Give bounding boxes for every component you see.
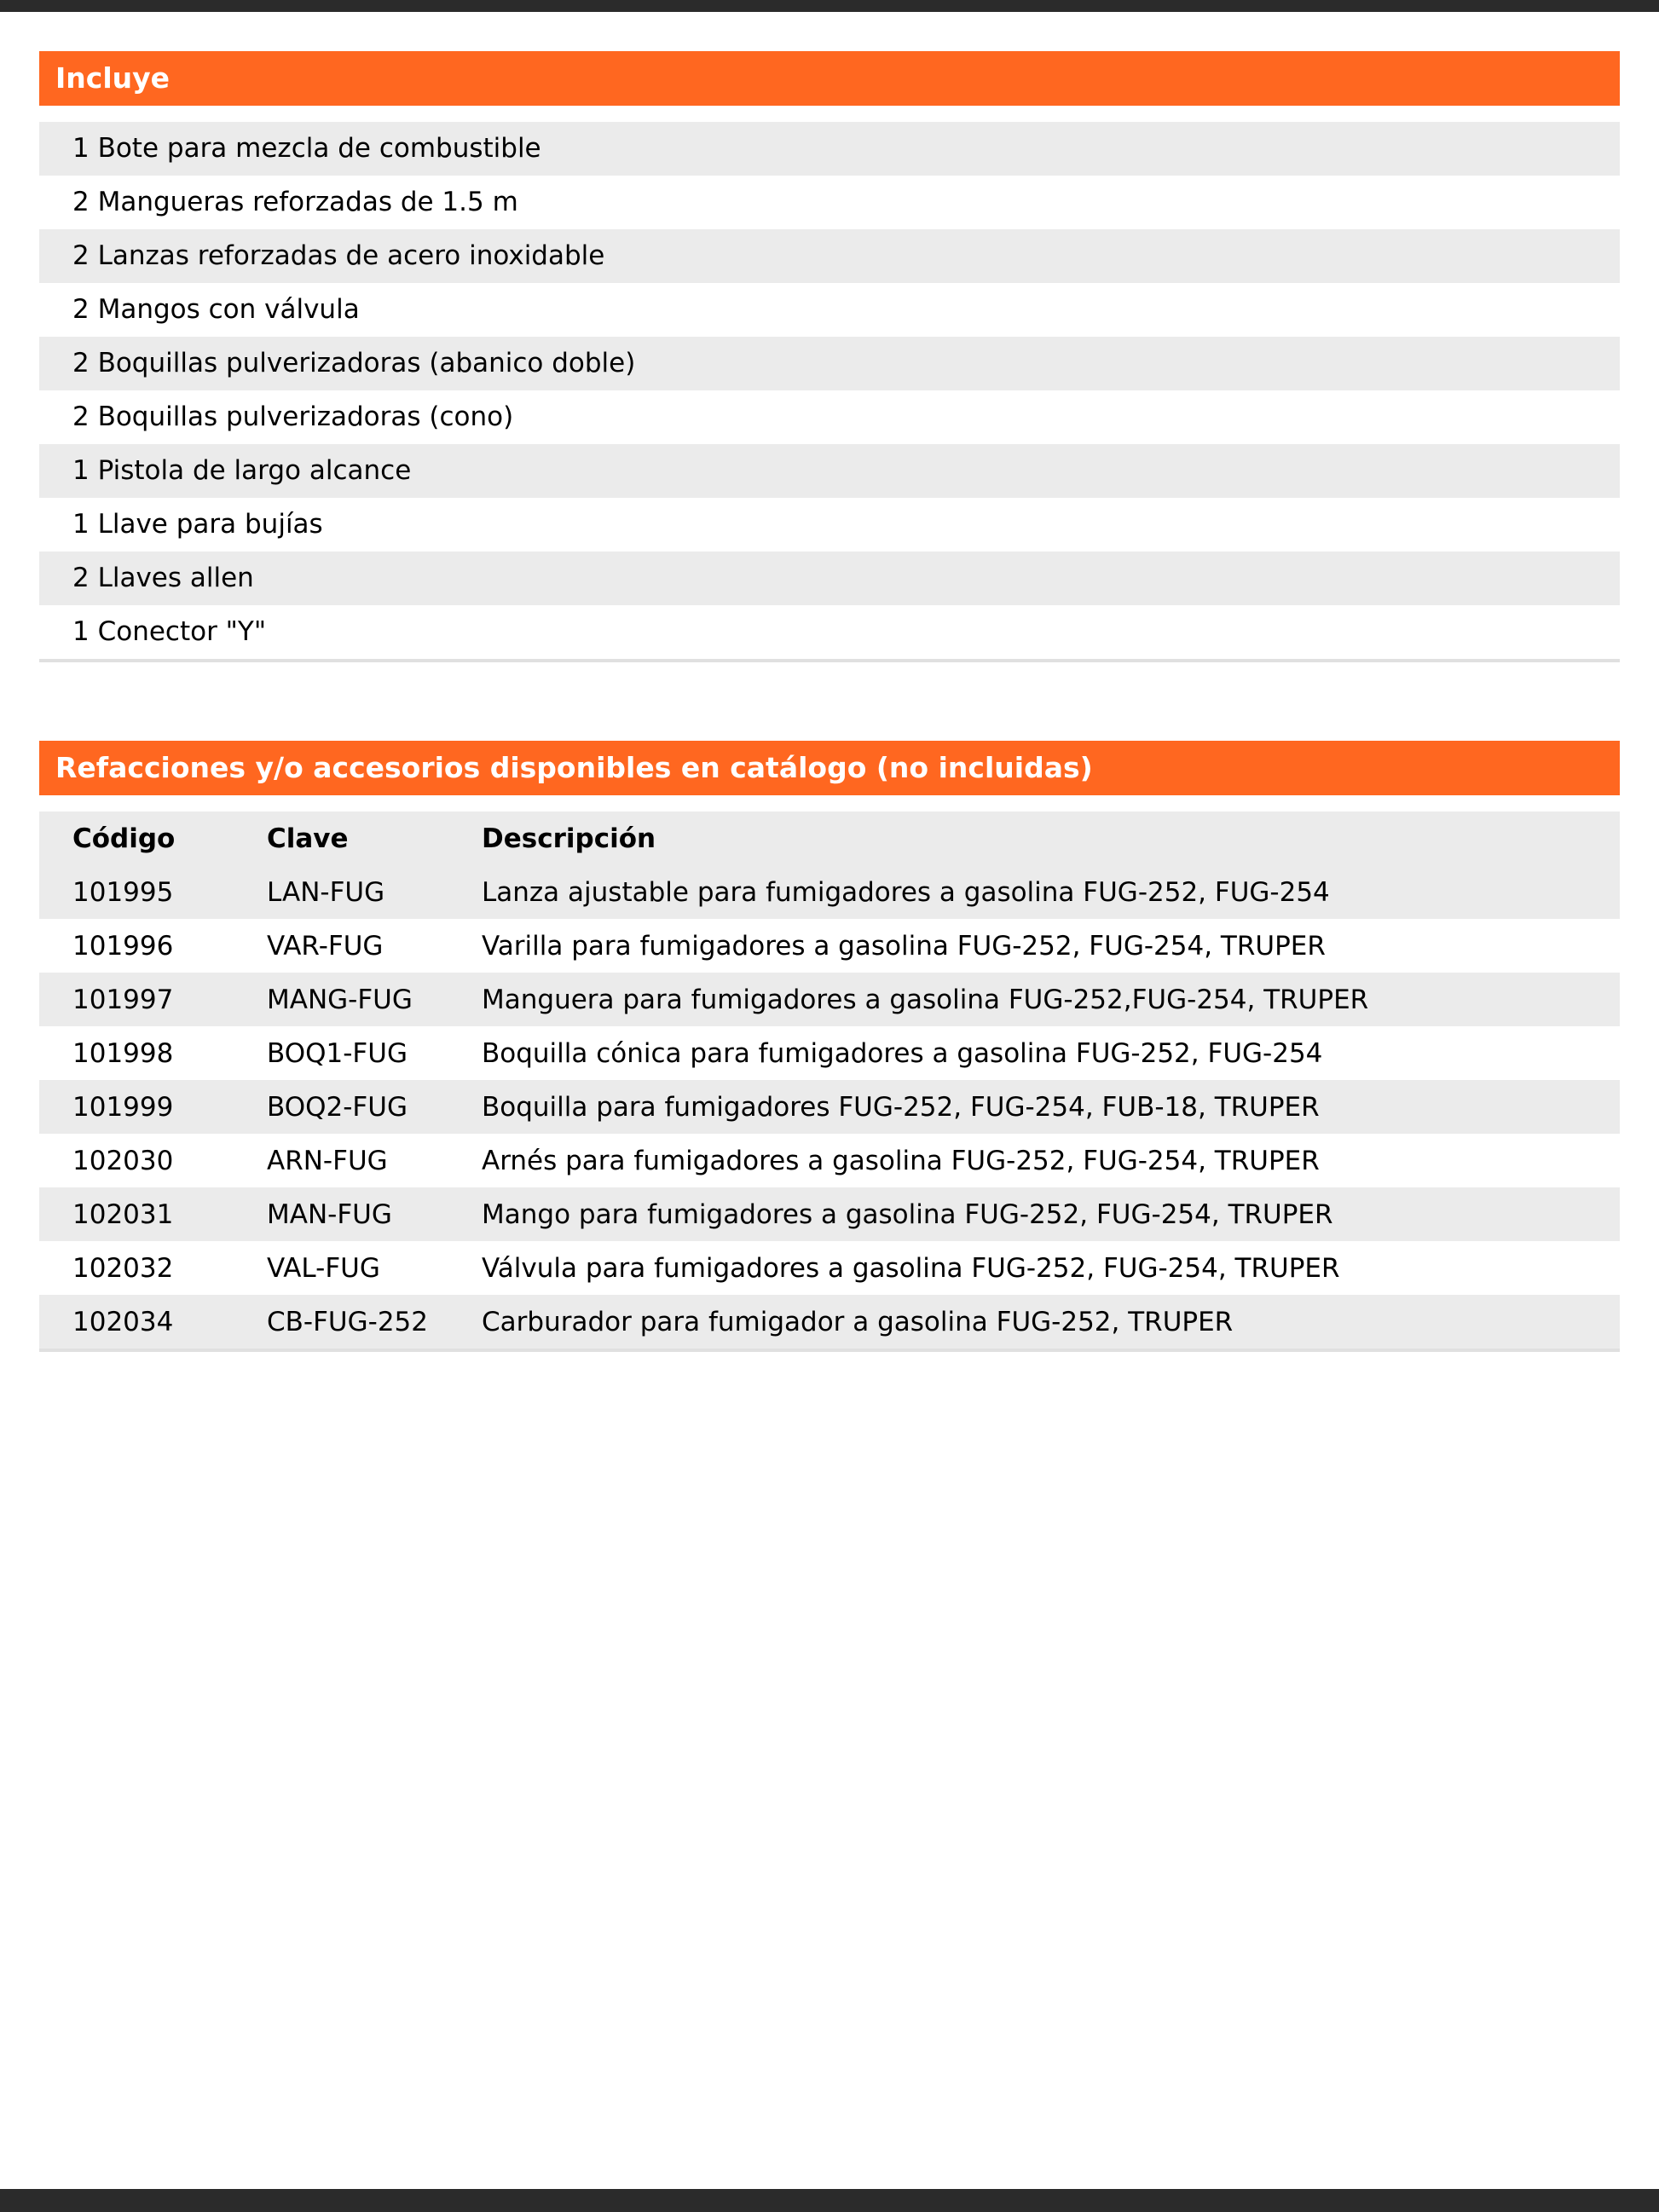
table-row: [39, 865, 1620, 919]
header-key: Clave: [267, 811, 482, 865]
cell-key: BOQ1-FUG: [267, 1026, 482, 1080]
list-item: 2 Boquillas pulverizadoras (abanico doble): [39, 337, 1620, 390]
cell-key: MAN-FUG: [267, 1187, 482, 1241]
cell-description: Arnés para fumigadores a gasolina FUG-252, FUG-254, TRUPER: [482, 1134, 1620, 1187]
cell-code: 101998: [39, 1026, 267, 1080]
bottom-bar: [0, 2189, 1659, 2212]
list-item: 1 Bote para mezcla de combustible: [39, 122, 1620, 176]
table-header-row: [39, 811, 1620, 865]
cell-key: VAR-FUG: [267, 919, 482, 973]
cell-description: Válvula para fumigadores a gasolina FUG-252, FUG-254, TRUPER: [482, 1241, 1620, 1295]
list-item: 2 Boquillas pulverizadoras (cono): [39, 390, 1620, 444]
table-row: [39, 1187, 1620, 1241]
cell-description: Varilla para fumigadores a gasolina FUG-252, FUG-254, TRUPER: [482, 919, 1620, 973]
list-item: 1 Conector "Y": [39, 605, 1620, 659]
list-item: 2 Mangueras reforzadas de 1.5 m: [39, 176, 1620, 229]
list-item: 2 Mangos con válvula: [39, 283, 1620, 337]
parts-section: [39, 741, 1620, 1352]
table-row: [39, 919, 1620, 973]
cell-code: 101996: [39, 919, 267, 973]
cell-code: 101999: [39, 1080, 267, 1134]
includes-title: Incluye: [39, 51, 1620, 106]
cell-code: 101995: [39, 865, 267, 919]
cell-description: Carburador para fumigador a gasolina FUG-252, TRUPER: [482, 1295, 1620, 1350]
cell-description: Mango para fumigadores a gasolina FUG-252, FUG-254, TRUPER: [482, 1187, 1620, 1241]
table-row: [39, 1026, 1620, 1080]
includes-section: [39, 51, 1620, 662]
table-row: [39, 1295, 1620, 1350]
includes-list: [39, 122, 1620, 662]
cell-code: 102030: [39, 1134, 267, 1187]
parts-title: Refacciones y/o accesorios disponibles en catálogo (no incluidas): [39, 741, 1620, 795]
cell-key: VAL-FUG: [267, 1241, 482, 1295]
header-code: Código: [39, 811, 267, 865]
cell-code: 102034: [39, 1295, 267, 1350]
cell-description: Boquilla cónica para fumigadores a gasolina FUG-252, FUG-254: [482, 1026, 1620, 1080]
cell-key: LAN-FUG: [267, 865, 482, 919]
cell-key: CB-FUG-252: [267, 1295, 482, 1350]
header-description: Descripción: [482, 811, 1620, 865]
cell-key: MANG-FUG: [267, 973, 482, 1026]
list-item: 1 Llave para bujías: [39, 498, 1620, 552]
cell-description: Lanza ajustable para fumigadores a gasolina FUG-252, FUG-254: [482, 865, 1620, 919]
table-row: [39, 973, 1620, 1026]
cell-description: Manguera para fumigadores a gasolina FUG-252,FUG-254, TRUPER: [482, 973, 1620, 1026]
cell-key: ARN-FUG: [267, 1134, 482, 1187]
list-item: 2 Lanzas reforzadas de acero inoxidable: [39, 229, 1620, 283]
cell-key: BOQ2-FUG: [267, 1080, 482, 1134]
table-row: [39, 1134, 1620, 1187]
top-bar: [0, 0, 1659, 12]
cell-code: 101997: [39, 973, 267, 1026]
cell-code: 102032: [39, 1241, 267, 1295]
list-item: 1 Pistola de largo alcance: [39, 444, 1620, 498]
table-row: [39, 1241, 1620, 1295]
list-item: 2 Llaves allen: [39, 552, 1620, 605]
cell-description: Boquilla para fumigadores FUG-252, FUG-254, FUB-18, TRUPER: [482, 1080, 1620, 1134]
cell-code: 102031: [39, 1187, 267, 1241]
table-row: [39, 1080, 1620, 1134]
parts-table: [39, 811, 1620, 1352]
